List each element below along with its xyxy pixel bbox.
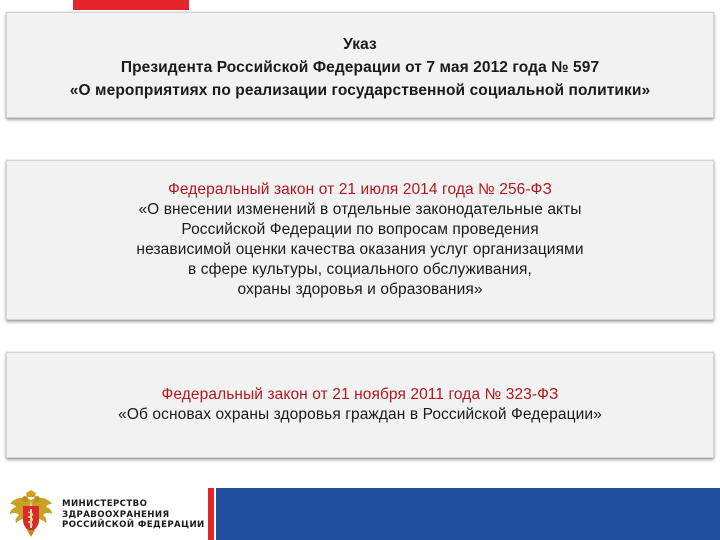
law-256-text-line: охраны здоровья и образования»: [237, 281, 483, 298]
ministry-name: [62, 499, 205, 531]
law-323-heading: Федеральный закон от 21 ноября 2011 года № 323-ФЗ: [161, 386, 559, 403]
decree-subtitle: Президента Российской Федерации от 7 мая 2012 года № 597: [120, 58, 600, 76]
law-256-text-line: независимой оценки качества оказания услуг организациями: [136, 241, 584, 258]
decree-card: [6, 12, 714, 118]
footer-red-divider: [208, 488, 214, 540]
law-256-text-line: Российской Федерации по вопросам проведения: [181, 221, 539, 238]
coat-of-arms-icon: [8, 490, 54, 538]
decree-title: Указ: [343, 35, 377, 53]
decree-name: «О мероприятиях по реализации государственной социальной политики»: [69, 81, 651, 99]
law-256-card: [6, 160, 714, 320]
ministry-line: ЗДРАВООХРАНЕНИЯ: [62, 509, 170, 520]
law-256-heading: Федеральный закон от 21 июля 2014 года № 256-ФЗ: [168, 181, 552, 198]
law-323-title: «Об основах охраны здоровья граждан в Российской Федерации»: [118, 406, 602, 423]
law-323-card: [6, 352, 714, 458]
footer-blue-band: [216, 488, 720, 540]
law-256-text-line: в сфере культуры, социального обслуживания,: [188, 261, 532, 278]
top-accent-bar: [73, 0, 189, 10]
footer: [0, 480, 720, 540]
ministry-line: РОССИЙСКОЙ ФЕДЕРАЦИИ: [62, 520, 205, 530]
law-256-text-line: «О внесении изменений в отдельные законодательные акты: [138, 201, 582, 218]
ministry-line: МИНИСТЕРСТВО: [62, 499, 148, 509]
